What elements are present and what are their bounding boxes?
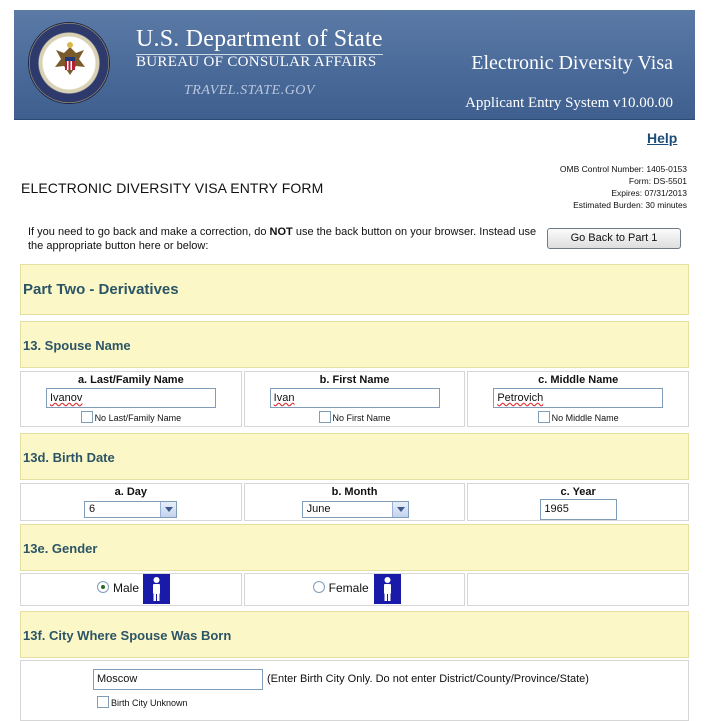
omb-form: Form: DS-5501	[628, 176, 687, 186]
omb-expires: Expires: 07/31/2013	[611, 188, 687, 198]
omb-burden: Estimated Burden: 30 minutes	[573, 200, 687, 210]
birth-date-title: 13d. Birth Date	[23, 450, 115, 465]
month-select[interactable]	[302, 501, 409, 518]
no-last-name-checkbox[interactable]	[81, 411, 93, 423]
no-last-name-label: No Last/Family Name	[94, 413, 182, 423]
gender-empty-cell	[467, 573, 689, 606]
year-label: c. Year	[560, 486, 596, 498]
month-cell	[244, 483, 466, 521]
no-first-name-option[interactable]	[245, 411, 465, 423]
part-title: Part Two - Derivatives	[23, 281, 179, 298]
spouse-name-section	[20, 321, 689, 368]
day-value: 6	[89, 503, 96, 515]
birth-city-unknown-checkbox[interactable]	[97, 696, 109, 708]
instructions-emphasis: NOT	[269, 226, 293, 238]
day-select[interactable]	[84, 501, 177, 518]
gender-row	[20, 573, 689, 606]
month-value: June	[306, 503, 331, 515]
year-cell	[467, 483, 689, 521]
birth-city-cell	[20, 660, 689, 721]
instructions-after: use the back button on your browser. Instead use the appropriate button here or below:	[28, 226, 537, 252]
no-middle-name-checkbox[interactable]	[538, 411, 550, 423]
birth-city-unknown-label: Birth City Unknown	[111, 698, 188, 708]
birth-city-title: 13f. City Where Spouse Was Born	[23, 628, 232, 643]
form-title: ELECTRONIC DIVERSITY VISA ENTRY FORM	[21, 180, 324, 196]
year-input[interactable]: 1965	[540, 499, 617, 520]
month-label: b. Month	[331, 486, 378, 498]
day-cell	[20, 483, 242, 521]
birth-city-unknown-option[interactable]	[97, 696, 188, 708]
first-name-cell	[244, 371, 466, 427]
middle-name-cell	[467, 371, 689, 427]
instructions	[28, 225, 538, 253]
birth-city-hint: (Enter Birth City Only. Do not enter District/County/Province/State)	[267, 673, 589, 685]
birth-date-section	[20, 433, 689, 480]
middle-name-input[interactable]: Petrovich	[493, 388, 663, 408]
omb-control: OMB Control Number: 1405-0153	[559, 164, 687, 174]
male-radio[interactable]	[97, 581, 109, 593]
day-label: a. Day	[114, 486, 148, 498]
birth-city-section	[20, 611, 689, 658]
birth-city-row	[20, 660, 689, 721]
birth-city-input[interactable]: Moscow	[93, 669, 263, 690]
instructions-before: If you need to go back and make a correction, do	[28, 226, 270, 238]
bureau-title: BUREAU OF CONSULAR AFFAIRS	[136, 54, 377, 70]
female-label: Female	[328, 581, 369, 595]
no-last-name-option[interactable]	[21, 411, 241, 423]
first-name-input[interactable]: Ivan	[270, 388, 440, 408]
spouse-name-row	[20, 371, 689, 427]
header-banner	[14, 10, 695, 120]
no-middle-name-option[interactable]	[468, 411, 688, 423]
male-cell	[20, 573, 242, 606]
female-cell	[244, 573, 466, 606]
omb-info	[487, 163, 687, 211]
male-option[interactable]	[97, 581, 139, 595]
chevron-down-icon[interactable]	[392, 502, 408, 517]
female-person-icon	[374, 574, 401, 604]
male-person-icon	[143, 574, 170, 604]
help-link[interactable]: Help	[647, 130, 678, 146]
birth-date-row	[20, 483, 689, 521]
no-first-name-checkbox[interactable]	[319, 411, 331, 423]
no-middle-name-label: No Middle Name	[551, 413, 619, 423]
no-first-name-label: No First Name	[332, 413, 391, 423]
male-label: Male	[113, 581, 140, 595]
last-name-label: a. Last/Family Name	[77, 374, 184, 386]
female-option[interactable]	[313, 581, 369, 595]
program-title: Electronic Diversity Visa	[471, 52, 673, 74]
female-radio[interactable]	[313, 581, 325, 593]
system-title: Applicant Entry System v10.00.00	[465, 95, 673, 111]
chevron-down-icon[interactable]	[160, 502, 176, 517]
gender-title: 13e. Gender	[23, 541, 98, 556]
gender-section	[20, 524, 689, 571]
part-two-header	[20, 264, 689, 315]
last-name-cell	[20, 371, 242, 427]
state-department-seal	[28, 22, 110, 104]
spouse-name-title: 13. Spouse Name	[23, 338, 131, 353]
website-label: TRAVEL.STATE.GOV	[184, 83, 315, 98]
go-back-button[interactable]: Go Back to Part 1	[547, 228, 681, 249]
first-name-label: b. First Name	[319, 374, 390, 386]
last-name-input[interactable]: Ivanov	[46, 388, 216, 408]
middle-name-label: c. Middle Name	[538, 374, 619, 386]
department-title: U.S. Department of State	[136, 26, 383, 55]
